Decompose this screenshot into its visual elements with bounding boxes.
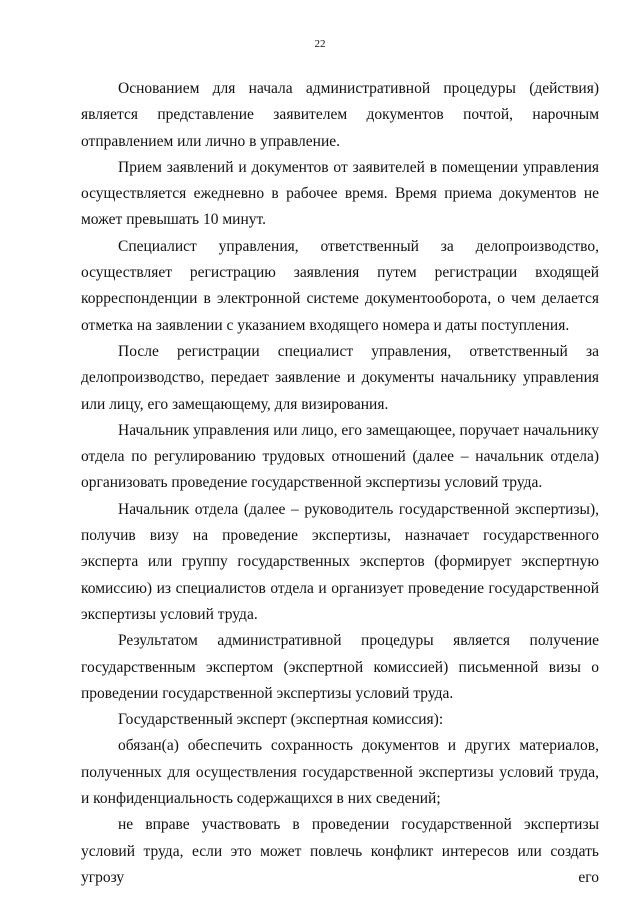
paragraph-expert-heading: Государственный эксперт (экспертная комиссия):	[118, 711, 444, 729]
paragraph-assignment: Начальник управления или лицо, его замещающее, поручает начальнику отдела по регулированию трудовых отношений (далее – начальник отдела) организовать проведение государственной экспертизы условий труда.	[81, 421, 599, 492]
paragraph-confidentiality-duty: обязан(а) обеспечить сохранность документов и других материалов, полученных для осуществления государственной экспертизы условий труда, и конфиденциальность содержащихся в них сведений;	[81, 737, 599, 808]
page-number: 22	[314, 38, 326, 50]
paragraph-approval-transfer: После регистрации специалист управления, ответственный за делопроизводство, передает заявление и документы начальнику управления или лицу, его замещающему, для визирования.	[81, 342, 599, 413]
paragraph-result: Результатом административной процедуры является получение государственным экспертом (экспертной комиссией) письменной визы о проведении государственной экспертизы условий труда.	[81, 632, 599, 702]
paragraph-expert-appointment: Начальник отдела (далее – руководитель государственной экспертизы), получив визу на проведение экспертизы, назначает государственного эксперта или группу государственных экспертов (формирует экспертную комиссию) из специалистов отдела и организует проведение государственной экспертизы условий труда.	[81, 500, 599, 623]
document-body	[81, 76, 599, 891]
paragraph-reception-time: Прием заявлений и документов от заявителей в помещении управления осуществляется ежедневно в рабочее время. Время приема документов не может превышать 10 минут.	[81, 158, 599, 229]
paragraph-conflict-of-interest: не вправе участвовать в проведении государственной экспертизы условий труда, если это может повлечь конфликт интересов или создать угрозу его	[81, 816, 599, 886]
paragraph-registration: Специалист управления, ответственный за делопроизводство, осуществляет регистрацию заявления путем регистрации входящей корреспонденции в электронной системе документооборота, о чем делается отметка на заявлении с указанием входящего номера и даты поступления.	[81, 237, 599, 334]
paragraph-procedure-basis: Основанием для начала административной процедуры (действия) является представление заявителем документов почтой, нарочным отправлением или лично в управление.	[81, 80, 599, 150]
